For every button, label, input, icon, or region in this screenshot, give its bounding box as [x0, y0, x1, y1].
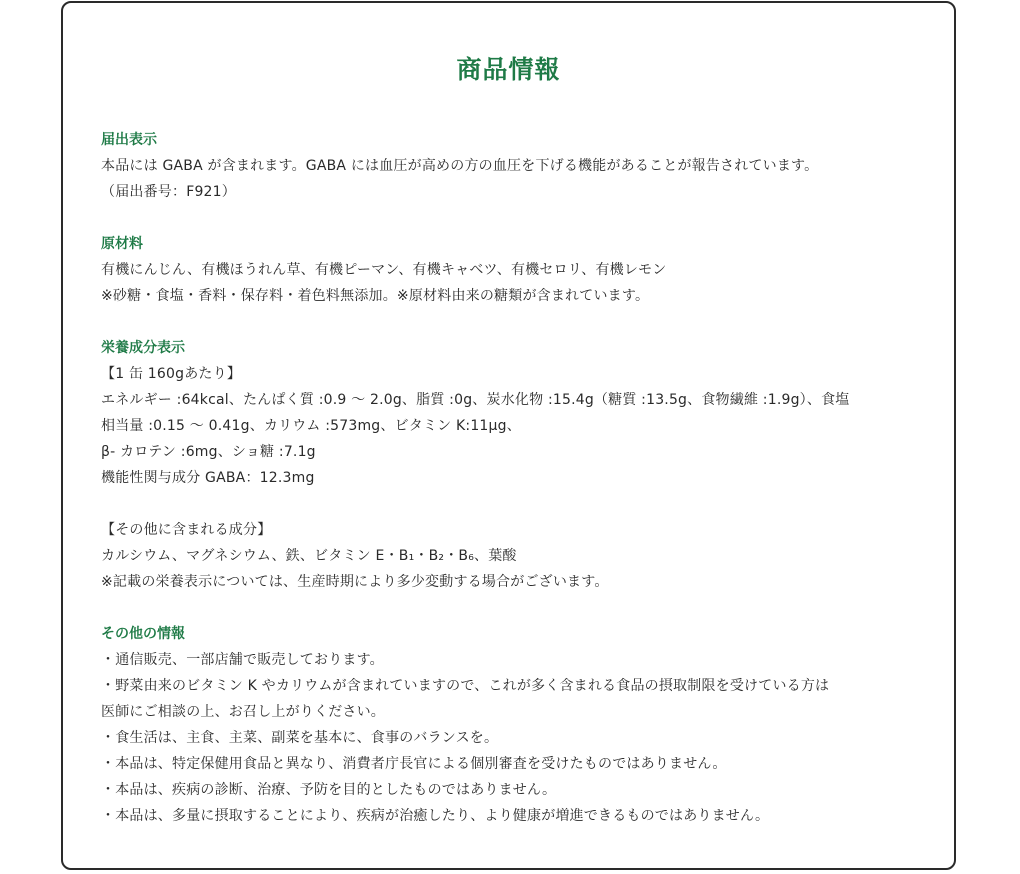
other-info-item: ・本品は、多量に摂取することにより、疾病が治癒したり、より健康が増進できるものではありません。 — [101, 808, 770, 824]
notification-section — [101, 127, 931, 205]
other-info-item: ・本品は、疾病の診断、治療、予防を目的としたものではありません。 — [101, 782, 557, 798]
other-info-item: ・食生活は、主食、主菜、副菜を基本に、食事のバランスを。 — [101, 730, 499, 746]
other-info-item: ・本品は、特定保健用食品と異なり、消費者庁長官による個別審査を受けたものではありません。 — [101, 756, 727, 772]
nutrition-heading: 栄養成分表示 — [101, 340, 185, 356]
other-components-list: カルシウム、マグネシウム、鉄、ビタミン E・B₁・B₂・B₆、葉酸 — [101, 548, 517, 564]
other-info-item: ・通信販売、一部店舗で販売しております。 — [101, 652, 384, 668]
ingredients-section — [101, 231, 931, 309]
other-info-heading: その他の情報 — [101, 626, 185, 642]
ingredients-heading: 原材料 — [101, 236, 143, 252]
section-spacer — [101, 205, 931, 231]
other-info-section — [101, 621, 931, 829]
section-spacer — [101, 309, 931, 335]
nutrition-variation-note: ※記載の栄養表示については、生産時期により多少変動する場合がございます。 — [101, 574, 609, 590]
functional-ingredient: 機能性関与成分 GABA：12.3mg — [101, 470, 315, 486]
page-title: 商品情報 — [456, 55, 561, 84]
ingredients-list: 有機にんじん、有機ほうれん草、有機ピーマン、有機キャベツ、有機セロリ、有機レモン — [101, 262, 667, 278]
notification-heading: 届出表示 — [101, 132, 157, 148]
product-info-card — [61, 1, 956, 870]
section-spacer — [101, 491, 931, 517]
other-components-heading: 【その他に含まれる成分】 — [101, 522, 272, 538]
notification-number: （届出番号：F921） — [101, 184, 236, 200]
notification-text: 本品には GABA が含まれます。GABA には血圧が高めの方の血圧を下げる機能があることが報告されています。 — [101, 158, 819, 174]
nutrition-serving: 【1 缶 160gあたり】 — [101, 366, 242, 382]
other-info-item: ・野菜由来のビタミン K やカリウムが含まれていますので、これが多く含まれる食品の摂取制限を受けている方は — [101, 678, 830, 694]
other-info-item: 医師にご相談の上、お召し上がりください。 — [101, 704, 385, 720]
nutrition-section — [101, 335, 931, 595]
nutrition-values-line: エネルギー :64kcal、たんぱく質 :0.9 ～ 2.0g、脂質 :0g、炭水化物 :15.4g（糖質 :13.5g、食物繊維 :1.9g）、食塩 — [101, 392, 850, 408]
product-info-content — [101, 127, 931, 829]
ingredients-note: ※砂糖・食塩・香料・保存料・着色料無添加。※原材料由来の糖類が含まれています。 — [101, 288, 650, 304]
nutrition-values-line: 相当量 :0.15 ～ 0.41g、カリウム :573mg、ビタミン K:11µg、 — [101, 418, 521, 434]
section-spacer — [101, 595, 931, 621]
nutrition-values-line: β- カロテン :6mg、ショ糖 :7.1g — [101, 444, 316, 460]
